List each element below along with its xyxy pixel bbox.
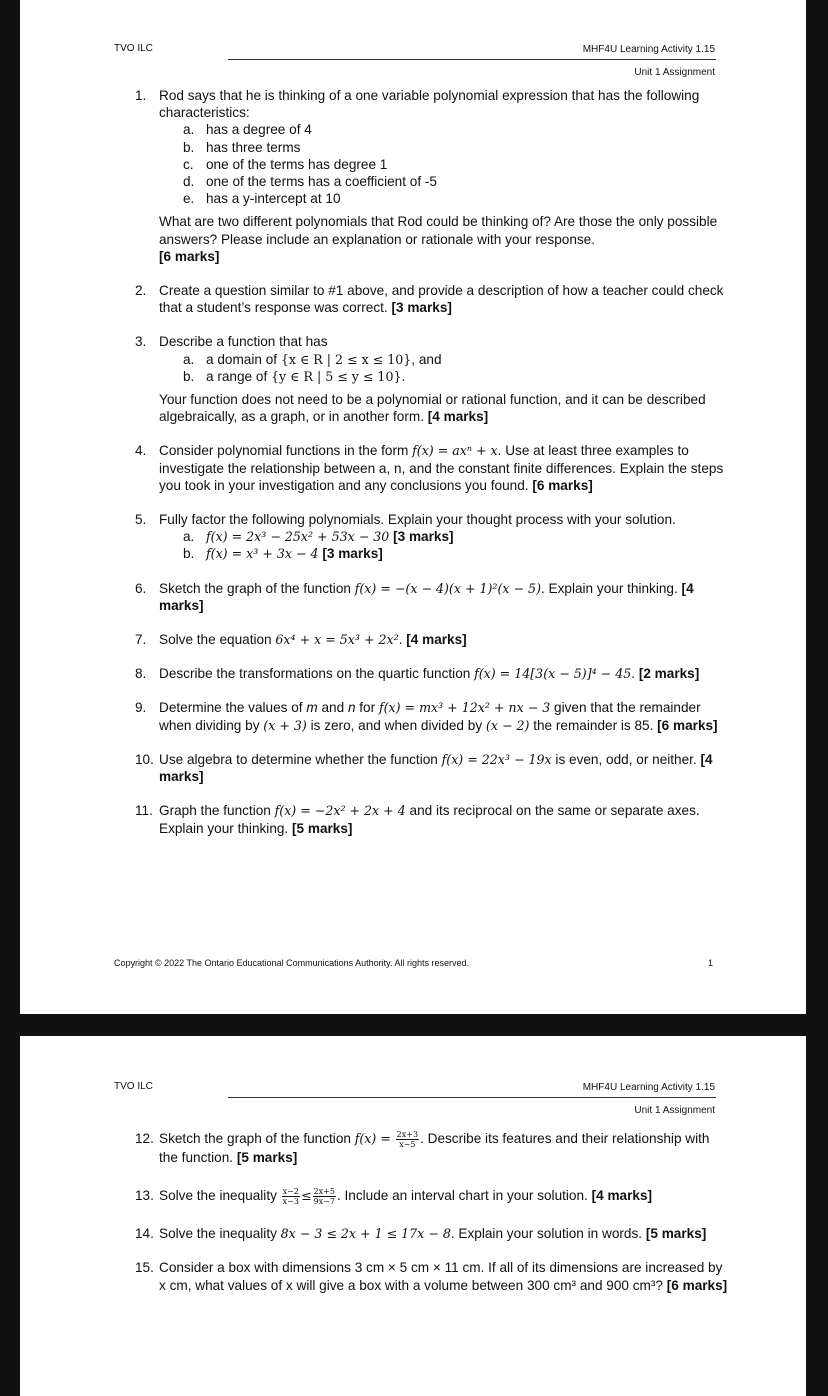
question-text: Create a question similar to #1 above, and provide a description of how a teacher could check that a student’s response was correct. [3 marks] — [159, 283, 724, 316]
header-unit: Unit 1 Assignment — [634, 67, 715, 78]
header-divider — [228, 59, 716, 60]
header-activity: MHF4U Learning Activity 1.15 — [582, 44, 715, 55]
question-text: Determine the values of m and n for f(x) = mx³ + 12x² + nx − 3 given that the remainder when dividing by (x + 3) is zero, and when divided by (x − 2) the remainder is 85. [6 marks] — [159, 700, 718, 733]
divisor-math: (x − 2) — [485, 717, 530, 733]
function-math: f(x) = −2x² + 2x + 4 — [274, 803, 406, 819]
function-math: f(x) = −(x − 4)(x + 1)²(x − 5) — [354, 580, 541, 596]
list-item — [159, 156, 728, 173]
marks: [3 marks] — [322, 546, 383, 562]
function-math: f(x) = x³ + 3x − 4 — [206, 546, 319, 562]
question-3 — [20, 333, 806, 425]
function-math: f(x) = axⁿ + x — [412, 443, 498, 459]
inequality-math: 8x − 3 ≤ 2x + 1 ≤ 17x − 8 — [280, 1226, 451, 1242]
item-letter: b. — [183, 368, 195, 384]
divisor-math: (x + 3) — [263, 717, 307, 733]
question-text: Your function does not need to be a polynomial or rational function, and it can be described algebraically, as a graph, or in another form. [4 marks] — [159, 392, 706, 425]
document-page-2 — [20, 1036, 806, 1396]
marks: [6 marks] — [159, 248, 220, 264]
question-2 — [20, 282, 806, 316]
marks: [4 marks] — [159, 751, 713, 785]
question-text: Solve the inequality 8x − 3 ≤ 2x + 1 ≤ 17x − 8. Explain your solution in words. [5 marks] — [159, 1226, 707, 1242]
question-14 — [20, 1225, 806, 1242]
question-12 — [20, 1130, 806, 1166]
domain-math: {x ∈ R | 2 ≤ x ≤ 10} — [280, 351, 412, 367]
question-number: 8. — [135, 666, 147, 682]
list-item — [159, 528, 728, 545]
marks: [4 marks] — [159, 580, 694, 613]
list-item — [159, 173, 728, 190]
question-number: 10. — [135, 751, 154, 767]
question-intro: Describe a function that has — [159, 334, 328, 350]
header-divider — [228, 1097, 716, 1098]
question-number: 6. — [135, 580, 147, 596]
fraction: $\frac{2x+5}{9x-7}$ — [313, 1187, 335, 1207]
marks: [2 marks] — [638, 666, 700, 682]
question-text: Solve the inequality $\frac{x-2}{x-3}$ ≤ $\frac{2x+5}{9x-7}$ . Include an interval chart in your solution. [4 marks] — [159, 1187, 653, 1207]
marks: [5 marks] — [292, 820, 353, 836]
function-math: f(x) = 22x³ − 19x — [441, 751, 552, 767]
question-number: 2. — [135, 283, 147, 299]
function-math: f(x) = 2x³ − 25x² + 53x − 30 — [206, 529, 390, 545]
question-number: 11. — [135, 803, 153, 819]
marks: [5 marks] — [645, 1226, 707, 1242]
question-number: 14. — [135, 1226, 154, 1242]
function-lhs: f(x) = — [354, 1131, 391, 1147]
list-item — [159, 121, 728, 138]
question-text: Solve the equation 6x⁴ + x = 5x³ + 2x². [4 marks] — [159, 632, 467, 648]
fraction: $\frac{2x+3}{x-5}$ — [396, 1130, 419, 1149]
item-text: has a degree of 4 — [206, 122, 312, 138]
question-5 — [20, 511, 806, 563]
marks: [6 marks] — [532, 477, 593, 493]
header-activity: MHF4U Learning Activity 1.15 — [582, 1082, 715, 1093]
question-list — [20, 87, 806, 837]
question-4 — [20, 442, 806, 494]
question-intro: Rod says that he is thinking of a one variable polynomial expression that has the following characteristics: — [159, 88, 700, 121]
header-unit: Unit 1 Assignment — [634, 1105, 715, 1116]
item-letter: b. — [183, 139, 195, 155]
marks: [6 marks] — [666, 1277, 728, 1293]
question-8 — [20, 665, 806, 682]
marks: [4 marks] — [406, 632, 467, 648]
fraction: $\frac{x-2}{x-3}$ — [282, 1187, 299, 1207]
list-item: b. a range of {y ∈ R | 5 ≤ y ≤ 10}. — [183, 368, 406, 384]
marks: [4 marks] — [591, 1188, 653, 1204]
header-org: TVO ILC — [114, 1081, 153, 1092]
range-math: {y ∈ R | 5 ≤ y ≤ 10} — [271, 368, 402, 384]
question-text: Sketch the graph of the function f(x) = $\frac{2x+3}{x-5}$ . Describe its features and their relationship with the function. [5 marks] — [159, 1130, 710, 1165]
question-text: Sketch the graph of the function f(x) = −(x − 4)(x + 1)²(x − 5). Explain your thinking. [4 marks] — [159, 580, 694, 613]
item-letter: d. — [183, 174, 195, 190]
question-number: 12. — [135, 1131, 154, 1146]
question-10 — [20, 751, 806, 785]
item-letter: b. — [183, 546, 195, 562]
question-7 — [20, 631, 806, 648]
copyright-footer: Copyright © 2022 The Ontario Educational Communications Authority. All rights reserved. — [114, 958, 469, 968]
question-13 — [20, 1187, 806, 1206]
item-letter: a. — [183, 122, 195, 138]
item-letter: e. — [183, 191, 195, 207]
list-item — [159, 545, 728, 562]
question-text: Describe the transformations on the quartic function f(x) = 14[3(x − 5)]⁴ − 45. [2 marks] — [159, 666, 700, 682]
item-letter: a. — [183, 351, 195, 367]
question-text: Use algebra to determine whether the function f(x) = 22x³ − 19x is even, odd, or neither. [4 marks] — [159, 751, 713, 785]
question-6 — [20, 580, 806, 614]
question-text: Consider a box with dimensions 3 cm × 5 cm × 11 cm. If all of its dimensions are increased by x cm, what values of x will give a box with a volume between 300 cm³ and 900 cm³? [6 marks] — [159, 1260, 728, 1293]
question-number: 15. — [135, 1260, 154, 1276]
marks: [5 marks] — [236, 1150, 298, 1165]
item-text: one of the terms has a coefficient of -5 — [206, 174, 437, 190]
question-text: Graph the function f(x) = −2x² + 2x + 4 and its reciprocal on the same or separate axes. Explain your thinking. [5 marks] — [159, 803, 700, 836]
question-9 — [20, 699, 806, 733]
question-11 — [20, 802, 806, 836]
question-number: 7. — [135, 632, 147, 648]
item-letter: a. — [183, 529, 195, 545]
item-letter: c. — [183, 156, 194, 172]
question-number: 13. — [135, 1188, 154, 1204]
function-math: f(x) = mx³ + 12x² + nx − 3 — [378, 700, 551, 716]
question-number: 3. — [135, 334, 147, 350]
marks: [4 marks] — [427, 409, 489, 425]
question-15 — [20, 1259, 806, 1293]
function-math: f(x) = 14[3(x − 5)]⁴ − 45 — [474, 666, 632, 682]
list-item — [159, 190, 728, 207]
list-item: a. a domain of {x ∈ R | 2 ≤ x ≤ 10}, and — [183, 351, 442, 367]
marks: [6 marks] — [657, 717, 718, 733]
marks: [3 marks] — [393, 529, 454, 545]
question-1 — [20, 87, 806, 265]
question-text: Fully factor the following polynomials. Explain your thought process with your solution. — [159, 512, 676, 528]
question-text: What are two different polynomials that Rod could be thinking of? Are those the only possible answers? Please include an explanation or rationale with your response. — [159, 214, 718, 247]
item-text: one of the terms has degree 1 — [206, 156, 388, 172]
page-number: 1 — [708, 958, 714, 968]
list-item — [159, 139, 728, 156]
question-number: 4. — [135, 443, 147, 459]
document-page-1 — [20, 0, 806, 1014]
question-number: 1. — [135, 88, 147, 103]
question-list — [20, 1130, 806, 1294]
header-org: TVO ILC — [114, 43, 153, 54]
question-text: Consider polynomial functions in the form f(x) = axⁿ + x. Use at least three examples to investigate the relationship between a, n, and the constant finite differences. Explain the steps you took in your investigation and any conclusions you found. [6 marks] — [159, 443, 724, 493]
equation-math: 6x⁴ + x = 5x³ + 2x² — [275, 632, 399, 648]
question-number: 9. — [135, 700, 147, 716]
marks: [3 marks] — [391, 300, 452, 316]
item-text: has a y-intercept at 10 — [206, 191, 341, 207]
question-number: 5. — [135, 512, 147, 528]
item-text: has three terms — [206, 139, 301, 155]
